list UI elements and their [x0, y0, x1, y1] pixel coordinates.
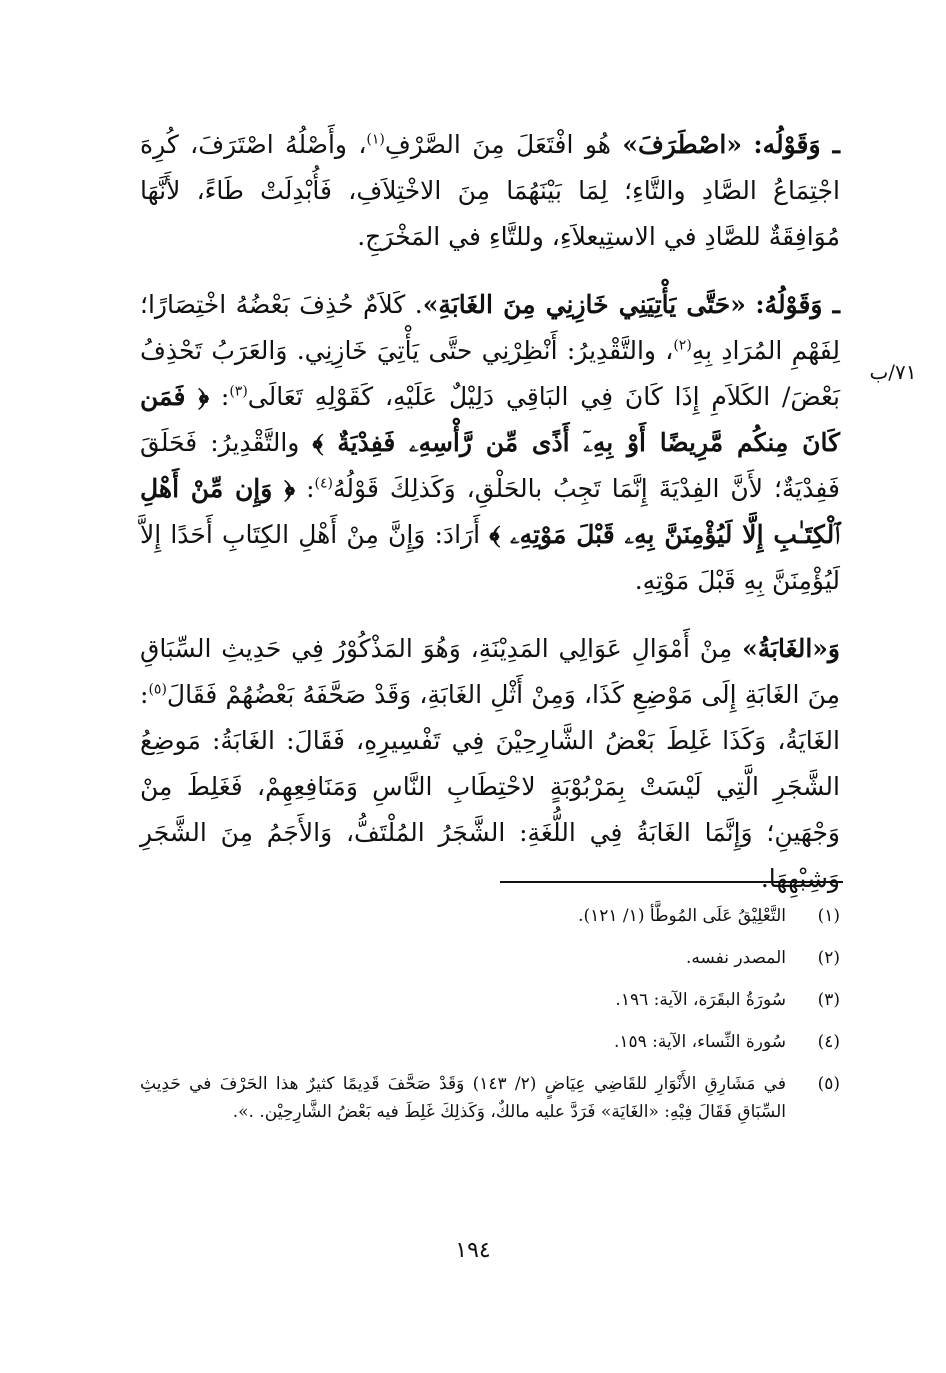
text-run: أَرَادَ: وَإِنَّ مِنْ أَهْلِ الكِتَابِ أَحَدًا إِلاَّ لَيُؤْمِنَنَّ بِهِ قَبْلَ مَوْتِهِ. — [140, 520, 840, 595]
footnote-text: المصدر نفسه. — [685, 948, 786, 968]
quran-verse: ﴿ وَإِن مِّنْ أَهْلِ ٱلْكِتَـٰبِ إِلَّا لَيُؤْمِنَنَّ بِهِۦ قَبْلَ مَوْتِهِۦ ﴾ — [140, 474, 840, 549]
footnote-ref: (٢) — [673, 337, 692, 354]
text-run: مِنْ أَمْوَالِ عَوَالِي المَدِيْنَةِ، وَهُوَ المَذْكُوْرُ فِي حَدِيثِ السِّبَاقِ مِنَ الغَابَةِ إِلَى مَوْضِعِ كَذَا، وَمِنْ أَثْلِ الغَابَةِ، وَقَدْ صَحَّفَهُ بَعْضُهُمْ فَقَالَ — [140, 634, 840, 709]
footnote-number: (١) — [817, 906, 840, 926]
footnote-divider — [500, 881, 843, 883]
hadith-quote: «حَتَّى يَأْتِيَنِي خَازِنِي مِنَ الغَابَةِ» — [422, 290, 746, 319]
paragraph-istarafa — [140, 122, 840, 260]
text-run: ، والتَّقْدِيرُ: أَنْظِرْنِي حتَّى يَأْتِيَ خَازِنِي. وَالعَرَبُ تَحْذِفُ بَعْضَ/ الكَلاَمِ إِذَا كَانَ فِي البَاقِي دَلِيْلٌ عَلَيْهِ، كَقَوْلِهِ تَعَالَى — [140, 336, 841, 411]
footnote-number: (٤) — [817, 1032, 840, 1052]
footnote-ref: (٣) — [229, 383, 248, 400]
main-text — [140, 122, 840, 902]
paragraph-al-ghaba — [140, 626, 840, 902]
headword: وَ«الغَابَةُ» — [742, 634, 840, 663]
manuscript-folio-marker: ٧١/ب — [869, 360, 917, 384]
footnote-text: سُورة النِّساء، الآية: ١٥٩. — [613, 1032, 786, 1052]
paragraph-lead: ـ وَقَوْلُه: — [753, 130, 841, 159]
footnote-number: (٥) — [817, 1074, 840, 1094]
footnote-text: في مَشَارِقِ الأَنْوَارِ للقَاضِي عِيَاضٍ (٢/ ١٤٣) وَقَدْ صَحَّفَ قَدِيمًا كثيرٌ هذا الحَرْفَ في حَدِيثِ السِّبَاقِ فَقَالَ فِيْهِ: «الغَايَة» فَرَدَّ عليه مالكٌ، وَكَذلِكَ غَلِطَ فيه بَعْضُ الشَّارِحِيْن. .». — [140, 1074, 786, 1122]
footnote-text: سُورَةُ البقَرَة، الآية: ١٩٦. — [615, 990, 786, 1010]
footnote-ref: (١) — [366, 131, 385, 148]
footnote — [140, 1028, 840, 1056]
footnote — [140, 1070, 840, 1126]
footnote — [140, 944, 840, 972]
paragraph-lead: ـ وَقَوْلُهُ: — [755, 290, 840, 319]
text-run: والتَّقْدِيرُ: فَحَلَقَ فَفِدْيَةٌ؛ لأَنَّ الفِدْيَةَ إِنَّمَا تَجِبُ بالحَلْقِ، وَكَذلِكَ قَوْلُهُ — [140, 428, 840, 503]
footnote — [140, 902, 840, 930]
text-run: : — [295, 474, 315, 503]
headword: «اصْطَرَفَ» — [622, 130, 742, 159]
text-run: : الغَايَةُ، وَكَذَا غَلِطَ بَعْضُ الشَّارِحِيْنَ فِي تَفْسِيرِهِ، فَقَالَ: الغَابَةُ: مَوضِعُ الشَّجَرِ الَّتِي لَيْسَتْ بِمَرْبُوْبَةٍ لاحْتِطَابِ النَّاسِ وَمَنَافِعِهِمْ، فَغَلِطَ مِنْ وَجْهَينِ؛ وَإِنَّمَا الغَابَةُ فِي اللُّغَةِ: الشَّجَرُ المُلْتَفُّ، وَالأَجَمُ مِنَ الشَّجَرِ وَشِبْهِهَا. — [140, 680, 840, 893]
footnote-number: (٣) — [817, 990, 840, 1010]
footnote-ref: (٤) — [314, 475, 334, 492]
footnote — [140, 986, 840, 1014]
text-run: ، وأَصْلُهُ اصْتَرَفَ، كُرِهَ اجْتِمَاعُ الصَّادِ والتَّاءِ؛ لِمَا بَيْنَهُمَا مِنَ الاخْتِلاَفِ، فَأُبْدِلَتْ طَاءً، لأَنَّهَا مُوَافِقَةٌ للصَّادِ في الاستِيعلاَءِ، وللتَّاءِ في المَخْرَجِ. — [140, 130, 840, 251]
paragraph-hatta-yatiyani — [140, 282, 840, 604]
text-run: : — [209, 382, 230, 411]
footnote-ref: (٥) — [148, 681, 167, 698]
footnote-number: (٢) — [817, 948, 840, 968]
text-run: . كَلاَمٌ حُذِفَ بَعْضُهُ اخْتِصَارًا؛ لِفَهْمِ المُرَادِ بِهِ — [140, 290, 840, 365]
footnotes — [140, 902, 840, 1140]
footnote-text: التَّعْلِيْقُ عَلَى المُوطَّأ (١/ ١٢١). — [578, 906, 786, 926]
quran-verse: ﴿ فَمَن كَانَ مِنكُم مَّرِيضًا أَوْ بِهِۦٓ أَذًى مِّن رَّأْسِهِۦ فَفِدْيَةٌ ﴾ — [140, 382, 840, 457]
page-number: ١٩٤ — [455, 1238, 491, 1263]
text-run: هُو افْتَعَلَ مِنَ الصَّرْفِ — [384, 130, 623, 159]
